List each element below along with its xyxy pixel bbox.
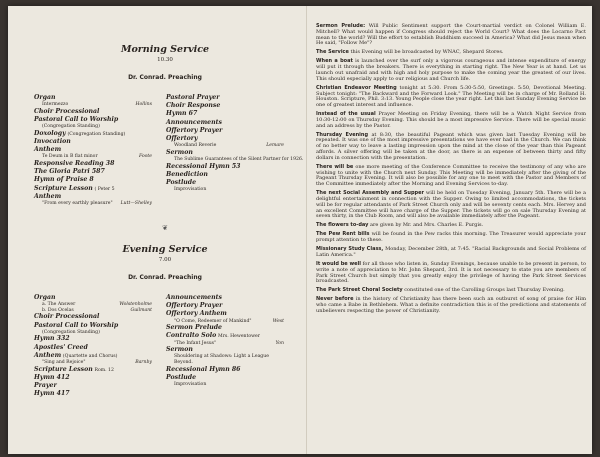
service-item (166, 127, 284, 135)
service-item-subtitle (34, 201, 152, 207)
composer: Lemare (266, 143, 284, 149)
evening-preacher: Dr. Conrad. Preaching (128, 274, 202, 281)
service-item-name: Pastoral Call to Worship (34, 321, 119, 329)
subtitle-text: Improvisation (174, 187, 207, 193)
service-item-subtitle (166, 341, 284, 347)
morning-service-title: Morning Service (120, 44, 210, 55)
service-item-subtitle (34, 330, 152, 336)
service-item-name: Sermon Prelude (166, 324, 222, 332)
announcement-text: Will Public Sentiment support the Court-martial verdict on Colonel William E. Mitchell? What would happen if Congress should reject the World Court? What does the Locarno Pact mean to the world? Will the effort to establish Buddhism succeed in America? What did Jesus mean when He said, "Follow Me"? (316, 23, 587, 47)
service-item-name: Organ (34, 94, 56, 101)
composer: Yon (275, 340, 284, 346)
evening-service-title: Evening Service (122, 244, 208, 255)
announcement-paragraph (316, 247, 586, 259)
evening-order-left (34, 294, 152, 398)
service-item (34, 116, 152, 124)
announcement-paragraph (316, 86, 586, 109)
announcement-lead: The next Social Assembly and Supper (316, 190, 424, 197)
composer: Lutt—Shelley (120, 201, 152, 207)
announcement-lead: The Park Street Choral Society (316, 287, 403, 294)
service-item-name: Postlude (166, 373, 197, 381)
service-item (34, 390, 152, 398)
composer: West (272, 318, 284, 324)
service-item (166, 110, 284, 118)
announcement-text: at 8:30, the beautiful Pageant which was given last Tuesday Evening will be repeated. It was one of the most impressive presentations we have ever had in the Church. We can think of no better way to leave a lasting impression upon the mind at the close of the year than this Pageant affords. A silver offering will be taken at the door, as there is an expense of between thirty and fifty dollars in connection with the presentation. (316, 131, 587, 161)
service-item-name: Hymn 332 (34, 335, 70, 343)
announcement-lead: When a boat (316, 58, 353, 65)
service-item (166, 179, 284, 187)
service-item-detail: (Quartette and Chorus) (62, 353, 118, 359)
service-item-subtitle (34, 308, 152, 314)
composer: Barnby (135, 360, 152, 365)
morning-order-right (166, 94, 304, 193)
service-item (166, 135, 284, 143)
announcement-lead: Christian Endeavor Meeting (316, 84, 397, 91)
service-item-name: Hymn 67 (166, 110, 198, 118)
service-item-name: Choir Processional (34, 313, 100, 321)
service-item (34, 313, 152, 321)
subtitle-text: (Congregation Standing) (42, 329, 100, 335)
service-item-name: Choir Response (166, 102, 221, 110)
announcement-text: one more meeting of the Conference Committee to receive the testimony of any who are wishing to unite with the Church next Sunday. This Meeting will be immediately after the giving of the Pageant Thursday Evening. It will also be possible for any one to meet with the Pastor and Members of the Committee immediately after the Morning and Evening Services to-day. (316, 163, 587, 188)
announcement-paragraph (316, 297, 586, 314)
service-item (34, 185, 152, 193)
service-item-name: Offertory Prayer (166, 126, 223, 134)
service-item-name: Announcements (166, 294, 222, 301)
service-item-name: Hymn 417 (34, 390, 70, 398)
announcement-paragraph (316, 191, 586, 220)
announcement-text: will be held on Tuesday Evening, January 5th. There will be a delightful entertainment in connection with the Supper. Owing to limited accommodations, the tickets will be for regular attendants of Park Street Church only and will be seventy cents each. Mrs. Hervey and an excellent Committee will have charge of the Supper. The tickets will go on sale Thursday Evening at seven thirty, in the Club Room, and will also be available immediately after the Pageant. (316, 190, 586, 220)
subtitle-text: "O Come, Redeemer of Mankind" (174, 318, 252, 324)
service-item (34, 130, 152, 138)
service-item-subtitle (166, 360, 284, 366)
service-item-name: Sermon (166, 346, 193, 354)
service-item (34, 352, 152, 360)
announcement-text: are given by Mr. and Mrs. Charles E. Purgis. (370, 222, 484, 229)
order-of-service-page (34, 6, 304, 454)
announcement-lead: Sermon Prelude: (316, 23, 366, 29)
announcement-lead: Thursday Evening (316, 131, 369, 138)
service-item (34, 138, 152, 146)
service-item-name: Apostles' Creed (34, 343, 88, 351)
announcement-lead: There will be (316, 163, 354, 170)
service-item-name: Sermon (166, 148, 193, 156)
service-item-subtitle (166, 187, 284, 193)
service-item (34, 382, 152, 390)
announcement-text: Prayer Meeting on Friday Evening, there will be a Watch Night Service from 10:30-12:00 on Thursday Evening. This should be a most impressive Service. There will be special music and an address by the Pastor. (316, 111, 586, 129)
service-item-subtitle (166, 382, 284, 388)
service-item-detail: ( Peter 5 (94, 186, 115, 192)
service-item-name: Invocation (34, 138, 71, 145)
composer: Foote (138, 154, 152, 160)
subtitle-text: "The Infant Jesus" (174, 340, 217, 346)
service-item-name: Choir Processional (34, 107, 100, 115)
morning-preacher: Dr. Conrad. Preaching (128, 74, 202, 81)
service-item-name: Postlude (166, 179, 197, 187)
announcement-text: is launched over the surf only a vigorous courageous and intense expenditure of energy will put it through the breakers. There is everything in starting right. The New Year is at hand. Let us launch out unafraid and with high and holy purpose to make the coming year the greatest of our lives. This should especially apply to our religious and Church life. (316, 58, 586, 82)
composer: Guilmant (130, 307, 152, 313)
service-item-name: Pastoral Prayer (166, 94, 220, 101)
morning-order-left (34, 94, 152, 207)
announcement-text: in the history of Christianity has there been such an outburst of song of praise for Him who came a Babe in Bethlehem. What a definite contradiction this is of the predictions and statements of unbelievers respecting the power of Christianity. (316, 296, 587, 314)
service-item (34, 335, 152, 343)
service-item-name: Recessional Hymn 86 (166, 365, 241, 373)
service-item (34, 176, 152, 184)
service-item (34, 366, 152, 374)
service-item-subtitle (166, 157, 304, 163)
service-item (34, 168, 152, 176)
subtitle-text: "Sing and Rejoice" (42, 360, 86, 365)
service-item-name: Offertory (166, 135, 198, 143)
service-item-name: Anthem (34, 146, 62, 154)
service-item (166, 302, 284, 310)
service-item (166, 310, 284, 318)
announcement-paragraph (316, 24, 586, 47)
service-item (166, 119, 284, 127)
service-item (166, 149, 284, 157)
service-item-name: Benediction (166, 170, 208, 178)
service-item-name: Pastoral Call to Worship (34, 116, 119, 123)
service-item-subtitle (34, 154, 152, 160)
service-item-subtitle (166, 319, 284, 325)
service-item (166, 102, 284, 110)
service-item (34, 374, 152, 382)
subtitle-text: Intermezzo (42, 102, 69, 108)
announcements-page (316, 24, 586, 318)
service-item (166, 163, 284, 171)
subtitle-text: The Sublime Guarantees of the Silent Partner for 1926. (174, 157, 304, 163)
evening-service-time: 7.00 (158, 257, 172, 263)
service-item-name: Responsive Reading 38 (34, 160, 115, 167)
service-item-name: Contralto Solo (166, 332, 217, 340)
service-item (166, 332, 284, 340)
service-item (166, 366, 284, 374)
announcement-lead: Never before (316, 296, 354, 303)
announcement-text: tonight at 5:30. From 5:30-5:50, Greetings. 5:50, Devotional Meeting. Subject tonight: "The Backward and the Forward Look." The Meeting will be in charge of Mr. Rolland H. Houston. Scripture, Phil. 3:13. Young People close the year right. Let this last Sunday Evening Service be one of greatest interest and influence. (316, 84, 586, 109)
announcement-text: constituted one of the Carolling Groups last Thursday Evening. (404, 287, 565, 294)
subtitle-text: (Congregation Standing) (42, 124, 100, 130)
announcement-lead: Instead of the usual (316, 111, 376, 118)
service-item (166, 94, 284, 102)
subtitle-text: Improvisation (174, 382, 207, 387)
announcement-paragraph (316, 262, 586, 285)
service-item (34, 193, 152, 201)
announcement-lead: The Pew Rent bills (316, 231, 370, 238)
service-item (34, 294, 152, 302)
service-item-subtitle (34, 360, 152, 366)
service-item (34, 322, 152, 330)
service-item-name: Hymn of Praise 8 (34, 176, 94, 184)
bulletin-sheet (8, 6, 592, 454)
morning-service-time: 10.30 (157, 57, 173, 63)
subtitle-text: a. The Answer (42, 302, 76, 308)
announcement-paragraph (316, 112, 586, 129)
ornament-icon: ❦ (162, 224, 168, 232)
service-item-name: Organ (34, 294, 56, 301)
announcement-text: this Evening will be broadcasted by WNAC, Shepard Stores. (350, 49, 504, 56)
announcement-paragraph (316, 165, 586, 188)
announcement-paragraph (316, 133, 586, 162)
service-item (166, 324, 284, 332)
subtitle-text: Beyond. (174, 360, 193, 365)
announcement-paragraph (316, 59, 586, 82)
announcement-text: will be found in the Pew racks this morning. The Treasurer would appreciate your prompt attention to these. (316, 231, 587, 244)
evening-order-right (166, 294, 284, 388)
subtitle-text: Te Deum in B flat minor (42, 154, 98, 160)
service-item-subtitle (166, 143, 284, 149)
service-item-name: Anthem (34, 351, 62, 359)
service-item-name: Prayer (34, 382, 57, 389)
service-item (166, 374, 284, 382)
service-item (166, 294, 284, 302)
announcement-lead: Missionary Study Class, (316, 246, 384, 253)
service-item-subtitle (34, 124, 152, 130)
service-item-name: Offertory Prayer (166, 302, 223, 310)
service-item-detail: (Congregation Standing) (67, 131, 126, 137)
service-item-detail: Mrs. Hewentower (218, 334, 260, 340)
service-item-name: Doxology (34, 129, 66, 137)
service-item-detail: Rom. 12 (94, 367, 114, 373)
service-item-name: Announcements (166, 118, 222, 126)
service-item (166, 171, 284, 179)
service-item-name: Recessional Hymn 53 (166, 162, 241, 170)
service-item (34, 344, 152, 352)
service-item (34, 160, 152, 168)
announcement-text: for all those who listen in, Sunday Evenings, because unable to be present in person, to write a note of appreciation to Mr. John Shepard, 3rd. It is not necessary to state you are members of Park Street Church but simply that you greatly enjoy the privilege of having the Park Street Services broadcasted. (316, 260, 587, 285)
service-item-subtitle (34, 102, 152, 108)
center-fold (306, 6, 307, 454)
service-item-name: Anthem (34, 192, 62, 200)
subtitle-text: b. Dos Ocelas (42, 307, 74, 313)
announcement-paragraph (316, 223, 586, 229)
announcement-lead: It would be well (316, 260, 361, 267)
service-item-name: Scripture Lesson (34, 184, 93, 192)
announcement-paragraph (316, 232, 586, 244)
service-item (34, 94, 152, 102)
subtitle-text: Shouldering at Shadows: Light a League (174, 354, 269, 360)
service-item-name: Offertory Anthem (166, 310, 227, 318)
announcement-lead: The Service (316, 49, 349, 56)
service-item-name: The Gloria Patri 587 (34, 168, 105, 176)
service-item-name: Scripture Lesson (34, 365, 93, 373)
subtitle-text: "From every earthly pleasure" (42, 201, 113, 207)
composer: Wolstenholme (119, 302, 152, 308)
composer: Hollins (135, 102, 152, 108)
announcement-lead: The flowers to-day (316, 222, 369, 229)
announcement-text: Monday, December 28th, at 7:45. "Racial Backgrounds and Social Problems of Latin America." (316, 246, 587, 258)
service-item (34, 108, 152, 116)
service-item-name: Hymn 412 (34, 373, 70, 381)
subtitle-text: Woodland Reverie (174, 143, 217, 149)
announcement-paragraph (316, 288, 586, 294)
announcement-paragraph (316, 50, 586, 56)
